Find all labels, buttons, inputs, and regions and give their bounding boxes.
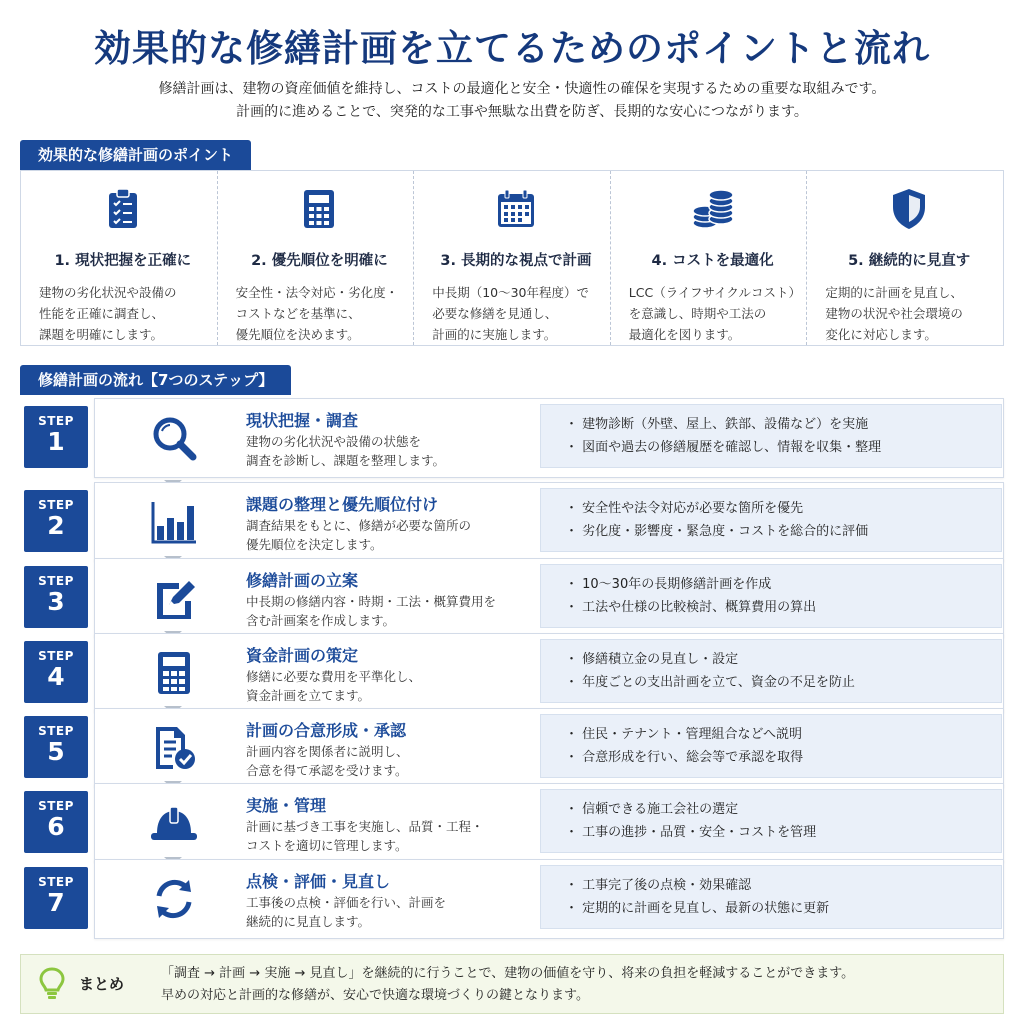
point-text-line: を意識し、時期や工法の [628,306,767,321]
step-bullets [540,488,1002,552]
step-badge [24,566,88,628]
point-text-line: 建物の状況や社会環境の [825,306,963,321]
step-bullet: ・ 10〜30年の長期修繕計画を作成 [565,577,772,592]
points-panel [20,170,1004,346]
point-title: 5. 継続的に見直す [848,253,971,269]
summary-line-2: 早めの対応と計画的な修繕が、安心で快適な環境づくりの鍵となります。 [161,988,589,1003]
step-description-line: 修繕に必要な費用を平準化し、 [246,669,422,684]
step-bullets [540,564,1002,628]
step-badge-number: 2 [47,511,65,540]
step-row-5 [20,708,1004,780]
point-text [236,282,404,345]
step-row-2 [20,482,1004,554]
point-title: 1. 現状把握を正確に [54,253,192,269]
step-description-line: 工事後の点検・評価を行い、計画を [246,895,447,910]
summary-box [20,954,1004,1014]
point-text-line: 課題を明確にします。 [39,327,164,342]
pencil-document-icon [148,572,200,624]
document-check-icon [148,722,200,774]
step-badge-label: STEP [38,498,74,512]
point-title: 4. コストを最適化 [651,253,774,269]
step-row-6 [20,783,1004,855]
point-text [825,282,993,345]
page-title: 効果的な修繕計画を立てるためのポイントと流れ [94,27,930,70]
step-badge [24,406,88,468]
step-row-7 [20,859,1004,931]
step-description [246,432,526,470]
step-bullets [540,639,1002,703]
step-badge [24,791,88,853]
point-card-5 [806,171,1003,345]
step-bullet: ・ 工事の進捗・品質・安全・コストを管理 [565,825,817,840]
step-row-1 [20,398,1004,470]
point-text-line: 変化に対応します。 [825,327,937,342]
point-text-line: 安全性・法令対応・劣化度・ [235,285,399,300]
step-badge-number: 6 [47,812,65,841]
step-description [246,667,526,705]
step-badge-label: STEP [38,724,74,738]
summary-label: まとめ [79,975,125,993]
step-badge-label: STEP [38,414,74,428]
clipboard-checklist-icon [39,187,207,231]
shield-icon [825,187,993,231]
step-badge-number: 1 [47,427,65,456]
point-text-line: 建物の劣化状況や設備の [39,285,177,300]
step-badge-label: STEP [38,875,74,889]
step-description-line: 中長期の修繕内容・時期・工法・概算費用を [246,594,497,609]
step-bullets [540,789,1002,853]
point-card-4 [610,171,807,345]
step-bullet: ・ 年度ごとの支出計画を立て、資金の不足を防止 [565,675,855,690]
summary-text [161,963,854,1007]
step-badge-number: 5 [47,737,65,766]
point-card-3 [413,171,610,345]
calculator-icon [148,647,200,699]
step-title: 計画の合意形成・承認 [246,721,407,740]
step-bullets [540,865,1002,929]
point-title: 3. 長期的な視点で計画 [440,253,592,269]
step-row-3 [20,558,1004,630]
points-section-label: 効果的な修繕計画のポイント [20,140,251,170]
step-description-line: 優先順位を決定します。 [246,537,383,552]
step-title: 修繕計画の立案 [246,571,359,590]
step-badge [24,490,88,552]
point-text-line: 性能を正確に調査し、 [39,306,165,321]
step-description-line: 継続的に見直します。 [246,914,371,929]
intro-text [0,78,1024,124]
step-bullet: ・ 修繕積立金の見直し・設定 [565,652,739,667]
step-title: 課題の整理と優先順位付け [246,495,439,514]
point-title: 2. 優先順位を明確に [251,253,388,269]
step-badge-number: 7 [47,888,65,917]
point-text [628,282,801,345]
step-bullets [540,404,1002,468]
summary-line-1: 「調査 → 計画 → 実施 → 見直し」を継続的に行うことで、建物の価値を守り、将来の負担を軽減することができます。 [161,966,855,981]
step-bullet: ・ 建物診断（外壁、屋上、鉄部、設備など）を実施 [565,417,869,432]
step-badge [24,867,88,929]
point-card-2 [217,171,414,345]
step-title: 資金計画の策定 [246,646,359,665]
step-bullet: ・ 住民・テナント・管理組合などへ説明 [565,727,802,742]
point-text-line: コストなどを基準に、 [235,306,361,321]
step-description-line: 建物の劣化状況や設備の状態を [246,434,422,449]
step-title: 点検・評価・見直し [246,872,391,891]
step-description [246,893,526,931]
point-text-line: 優先順位を決めます。 [235,327,360,342]
coins-stack-icon [629,187,797,231]
step-bullet: ・ 図面や過去の修繕履歴を確認し、情報を収集・整理 [565,440,882,455]
point-text-line: 必要な修繕を見通し、 [432,306,558,321]
cycle-arrows-icon [148,873,200,925]
step-description [246,817,526,855]
step-description-line: 含む計画案を作成します。 [246,613,396,628]
step-description-line: 資金計画を立てます。 [246,688,371,703]
step-badge [24,641,88,703]
step-description-line: 合意を得て承認を受けます。 [246,763,408,778]
step-bullet: ・ 劣化度・影響度・緊急度・コストを総合的に評価 [565,524,869,539]
step-description [246,516,526,554]
step-bullets [540,714,1002,778]
step-description-line: コストを適切に管理します。 [246,838,408,853]
step-badge-label: STEP [38,799,74,813]
step-description-line: 計画に基づき工事を実施し、品質・工程・ [246,819,484,834]
step-description [246,742,526,780]
step-badge [24,716,88,778]
step-description-line: 調査結果をもとに、修繕が必要な箇所の [246,518,472,533]
point-text-line: 中長期（10〜30年程度）で [432,285,589,300]
point-text-line: LCC（ライフサイクルコスト） [628,285,801,300]
intro-line-1: 修繕計画は、建物の資産価値を維持し、コストの最適化と安全・快適性の確保を実現するための重要な取組みです。 [158,81,886,97]
point-card-1 [21,171,217,345]
step-description [246,592,526,630]
point-text [39,282,207,345]
step-bullet: ・ 合意形成を行い、総会等で承認を取得 [565,750,804,765]
step-description-line: 調査を診断し、課題を整理します。 [246,453,446,468]
step-title: 実施・管理 [246,796,327,815]
calculator-icon [236,187,404,231]
step-badge-number: 4 [47,662,65,691]
step-badge-label: STEP [38,649,74,663]
point-text-line: 定期的に計画を見直し、 [825,285,963,300]
point-text-line: 最適化を図ります。 [628,327,741,342]
step-badge-number: 3 [47,587,65,616]
step-description-line: 計画内容を関係者に説明し、 [246,744,409,759]
intro-line-2: 計画的に進めることで、突発的な工事や無駄な出費を防ぎ、長期的な安心につながります。 [236,104,808,120]
point-text [432,282,600,345]
magnifier-icon [148,412,200,464]
step-badge-label: STEP [38,574,74,588]
step-bullet: ・ 安全性や法令対応が必要な箇所を優先 [565,501,804,516]
lightbulb-icon [39,967,65,1005]
step-row-4 [20,633,1004,705]
step-bullet: ・ 定期的に計画を見直し、最新の状態に更新 [565,901,830,916]
calendar-icon [432,187,600,231]
step-title: 現状把握・調査 [246,411,359,430]
bar-chart-icon [148,496,200,548]
step-bullet: ・ 工法や仕様の比較検討、概算費用の算出 [565,600,817,615]
point-text-line: 計画的に実施します。 [432,327,557,342]
steps-section-label: 修繕計画の流れ【7つのステップ】 [20,365,291,395]
step-bullet: ・ 信頼できる施工会社の選定 [565,802,739,817]
step-bullet: ・ 工事完了後の点検・効果確認 [565,878,752,893]
hard-hat-icon [148,797,200,849]
